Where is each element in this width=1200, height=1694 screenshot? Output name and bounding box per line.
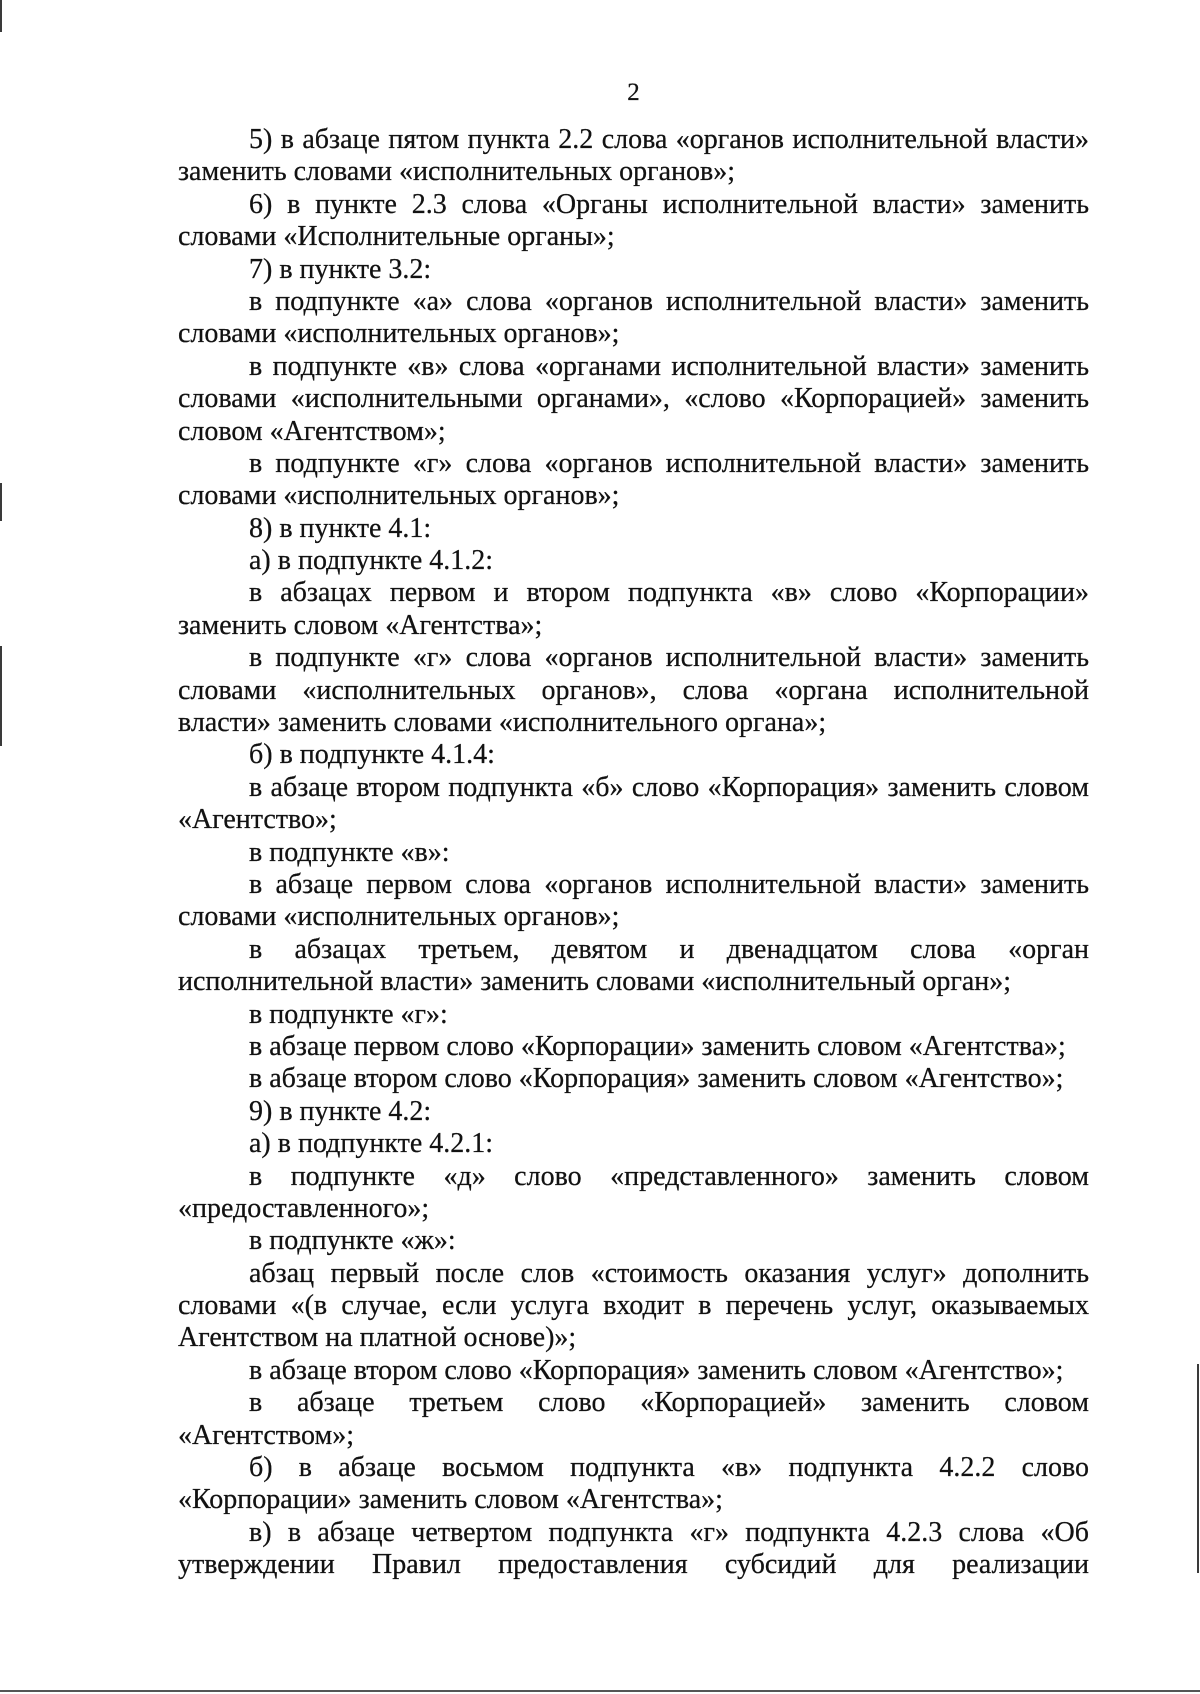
text-line: словами «Исполнительные органы»;	[178, 221, 615, 253]
text-line: 6) в пункте 2.3 слова «Органы исполнительной власти» заменить	[249, 188, 1089, 220]
paragraph	[178, 999, 1089, 1031]
text-line: 9) в пункте 4.2:	[249, 1095, 432, 1127]
text-line: словами «исполнительных органов», слова «органа исполнительной	[178, 674, 1089, 706]
text-line: в абзаце первом слово «Корпорации» заменить словом «Агентства»;	[249, 1030, 1066, 1062]
paragraph	[178, 642, 1089, 739]
paragraph	[178, 1387, 1089, 1452]
paragraph	[178, 1517, 1089, 1582]
text-line: в абзаце втором слово «Корпорация» заменить словом «Агентство»;	[249, 1354, 1064, 1386]
paragraph	[178, 1063, 1089, 1095]
paragraph	[178, 1031, 1089, 1063]
scan-edge-mark	[0, 483, 2, 521]
text-line: в абзацах третьем, девятом и двенадцатом слова «орган	[249, 933, 1089, 965]
paragraph	[178, 286, 1089, 351]
scan-edge-mark	[0, 646, 2, 746]
text-line: утверждении Правил предоставления субсидий для реализации	[178, 1549, 1089, 1581]
text-line: Агентством на платной основе)»;	[178, 1322, 577, 1354]
paragraph	[178, 934, 1089, 999]
text-line: а) в подпункте 4.2.1:	[249, 1128, 494, 1160]
text-line: в абзаце втором слово «Корпорация» заменить словом «Агентство»;	[249, 1063, 1064, 1095]
text-line: заменить словом «Агентства»;	[178, 609, 543, 641]
paragraph	[178, 545, 1089, 577]
text-line: в подпункте «г» слова «органов исполнительной власти» заменить	[249, 447, 1089, 479]
paragraph	[178, 189, 1089, 254]
scan-bottom-edge	[0, 1690, 1200, 1692]
text-line: в подпункте «ж»:	[249, 1225, 456, 1257]
text-line: а) в подпункте 4.1.2:	[249, 545, 494, 577]
text-line: б) в абзаце восьмом подпункта «в» подпункта 4.2.2 слово	[249, 1452, 1089, 1484]
text-line: в подпункте «в» слова «органами исполнительной власти» заменить	[249, 350, 1089, 382]
text-line: абзац первый после слов «стоимость оказания услуг» дополнить	[249, 1257, 1089, 1289]
scan-edge-mark	[0, 0, 2, 32]
text-line: в абзаце втором подпункта «б» слово «Корпорация» заменить словом	[249, 771, 1089, 803]
text-line: в подпункте «а» слова «органов исполнительной власти» заменить	[249, 285, 1089, 317]
text-line: в подпункте «в»:	[249, 836, 450, 868]
paragraph	[178, 1355, 1089, 1387]
text-line: в) в абзаце четвертом подпункта «г» подпункта 4.2.3 слова «Об	[249, 1516, 1089, 1548]
text-line: в абзацах первом и втором подпункта «в» слово «Корпорации»	[249, 577, 1089, 609]
paragraph	[178, 1128, 1089, 1160]
text-line: словами «исполнительных органов»;	[178, 318, 620, 350]
text-line: в подпункте «д» слово «представленного» заменить словом	[249, 1160, 1089, 1192]
text-line: «Агентством»;	[178, 1419, 354, 1451]
document-body	[178, 124, 1089, 1582]
paragraph	[178, 1258, 1089, 1355]
paragraph	[178, 254, 1089, 286]
text-line: в подпункте «г» слова «органов исполнительной власти» заменить	[249, 642, 1089, 674]
text-line: в абзаце третьем слово «Корпорацией» заменить словом	[249, 1387, 1089, 1419]
text-line: в абзаце первом слова «органов исполнительной власти» заменить	[249, 868, 1089, 900]
paragraph	[178, 1096, 1089, 1128]
paragraph	[178, 869, 1089, 934]
text-line: б) в подпункте 4.1.4:	[249, 739, 495, 771]
paragraph	[178, 513, 1089, 545]
text-line: власти» заменить словами «исполнительного органа»;	[178, 707, 827, 739]
text-line: словами «исполнительными органами», «слово «Корпорацией» заменить	[178, 383, 1089, 415]
text-line: «Корпорации» заменить словом «Агентства»;	[178, 1484, 723, 1516]
text-line: «предоставленного»;	[178, 1192, 430, 1224]
paragraph	[178, 1452, 1089, 1517]
paragraph	[178, 1225, 1089, 1257]
text-line: 5) в абзаце пятом пункта 2.2 слова «органов исполнительной власти»	[249, 124, 1089, 155]
text-line: заменить словами «исполнительных органов»;	[178, 156, 736, 188]
text-line: в подпункте «г»:	[249, 998, 448, 1030]
paragraph	[178, 577, 1089, 642]
text-line: 7) в пункте 3.2:	[249, 253, 432, 285]
paragraph	[178, 837, 1089, 869]
text-line: 8) в пункте 4.1:	[249, 512, 432, 544]
text-line: словами «исполнительных органов»;	[178, 901, 620, 933]
paragraph	[178, 124, 1089, 189]
paragraph	[178, 351, 1089, 448]
page-number: 2	[627, 79, 640, 106]
text-line: словами «исполнительных органов»;	[178, 480, 620, 512]
text-line: словом «Агентством»;	[178, 415, 446, 447]
paragraph	[178, 772, 1089, 837]
paragraph	[178, 739, 1089, 771]
text-line: исполнительной власти» заменить словами «исполнительный орган»;	[178, 966, 1012, 998]
text-line: словами «(в случае, если услуга входит в перечень услуг, оказываемых	[178, 1290, 1089, 1322]
scan-edge-mark	[1197, 1364, 1199, 1573]
text-line: «Агентство»;	[178, 804, 337, 836]
paragraph	[178, 1161, 1089, 1226]
paragraph	[178, 448, 1089, 513]
